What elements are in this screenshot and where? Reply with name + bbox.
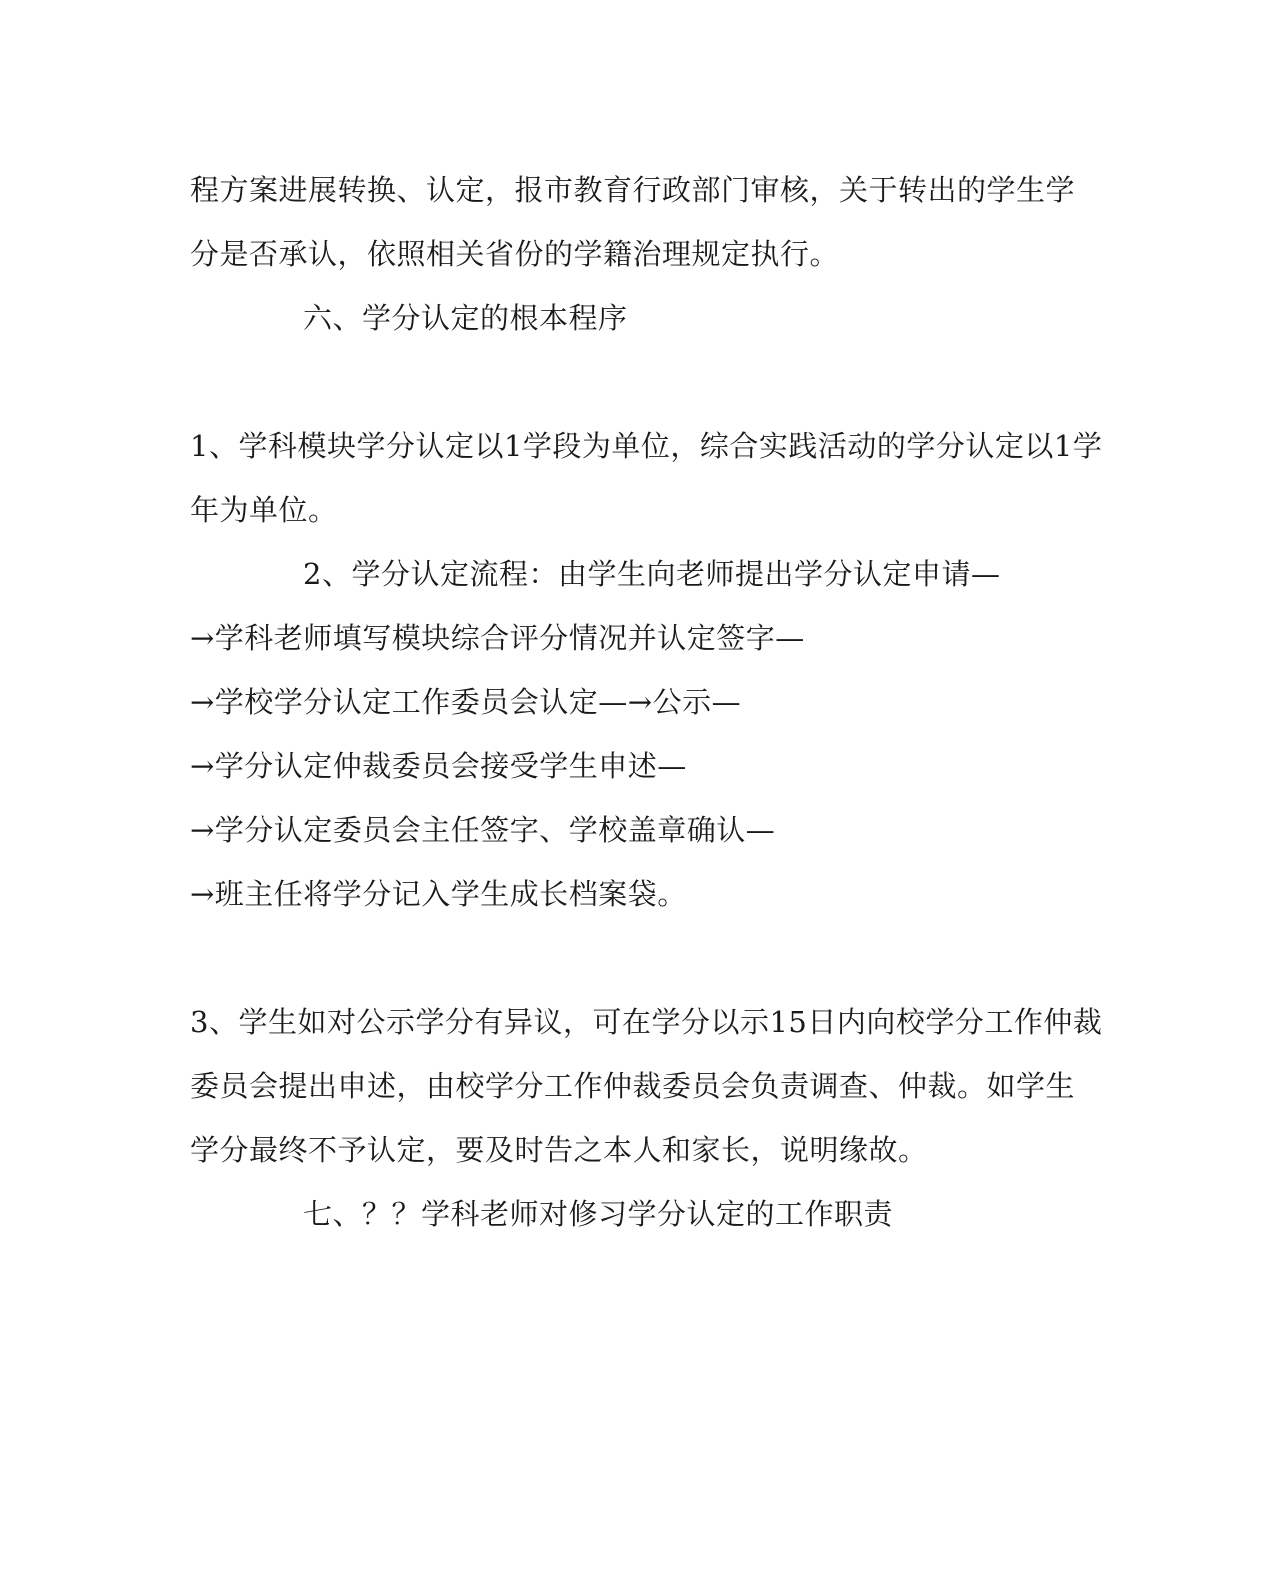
- section-heading-7: 七、？？学科老师对修习学分认定的工作职责: [303, 1197, 894, 1231]
- paragraph-line-1: 程方案进展转换、认定，报市教育行政部门审核，关于转出的学生学: [190, 173, 1076, 207]
- flow-step-3: →学分认定仲裁委员会接受学生申述—: [190, 749, 687, 783]
- flow-step-1: →学科老师填写模块综合评分情况并认定签字—: [190, 621, 805, 655]
- item-3-line-2: 委员会提出申述，由校学分工作仲裁委员会负责调查、仲裁。如学生: [190, 1069, 1076, 1103]
- flow-step-5: →班主任将学分记入学生成长档案袋。: [190, 877, 687, 911]
- item-2-line-1: 2、学分认定流程：由学生向老师提出学分认定申请—: [303, 557, 1001, 591]
- paragraph-line-2: 分是否承认，依照相关省份的学籍治理规定执行。: [190, 237, 840, 271]
- item-3-line-1: 3、学生如对公示学分有异议，可在学分以示15日内向校学分工作仲裁: [190, 1005, 1103, 1039]
- section-heading-6: 六、学分认定的根本程序: [303, 301, 628, 335]
- item-1-line-2: 年为单位。: [190, 493, 338, 527]
- flow-step-2: →学校学分认定工作委员会认定—→公示—: [190, 685, 742, 719]
- item-1-line-1: 1、学科模块学分认定以1学段为单位，综合实践活动的学分认定以1学: [190, 429, 1103, 463]
- item-3-line-3: 学分最终不予认定，要及时告之本人和家长，说明缘故。: [190, 1133, 928, 1167]
- flow-step-4: →学分认定委员会主任签字、学校盖章确认—: [190, 813, 776, 847]
